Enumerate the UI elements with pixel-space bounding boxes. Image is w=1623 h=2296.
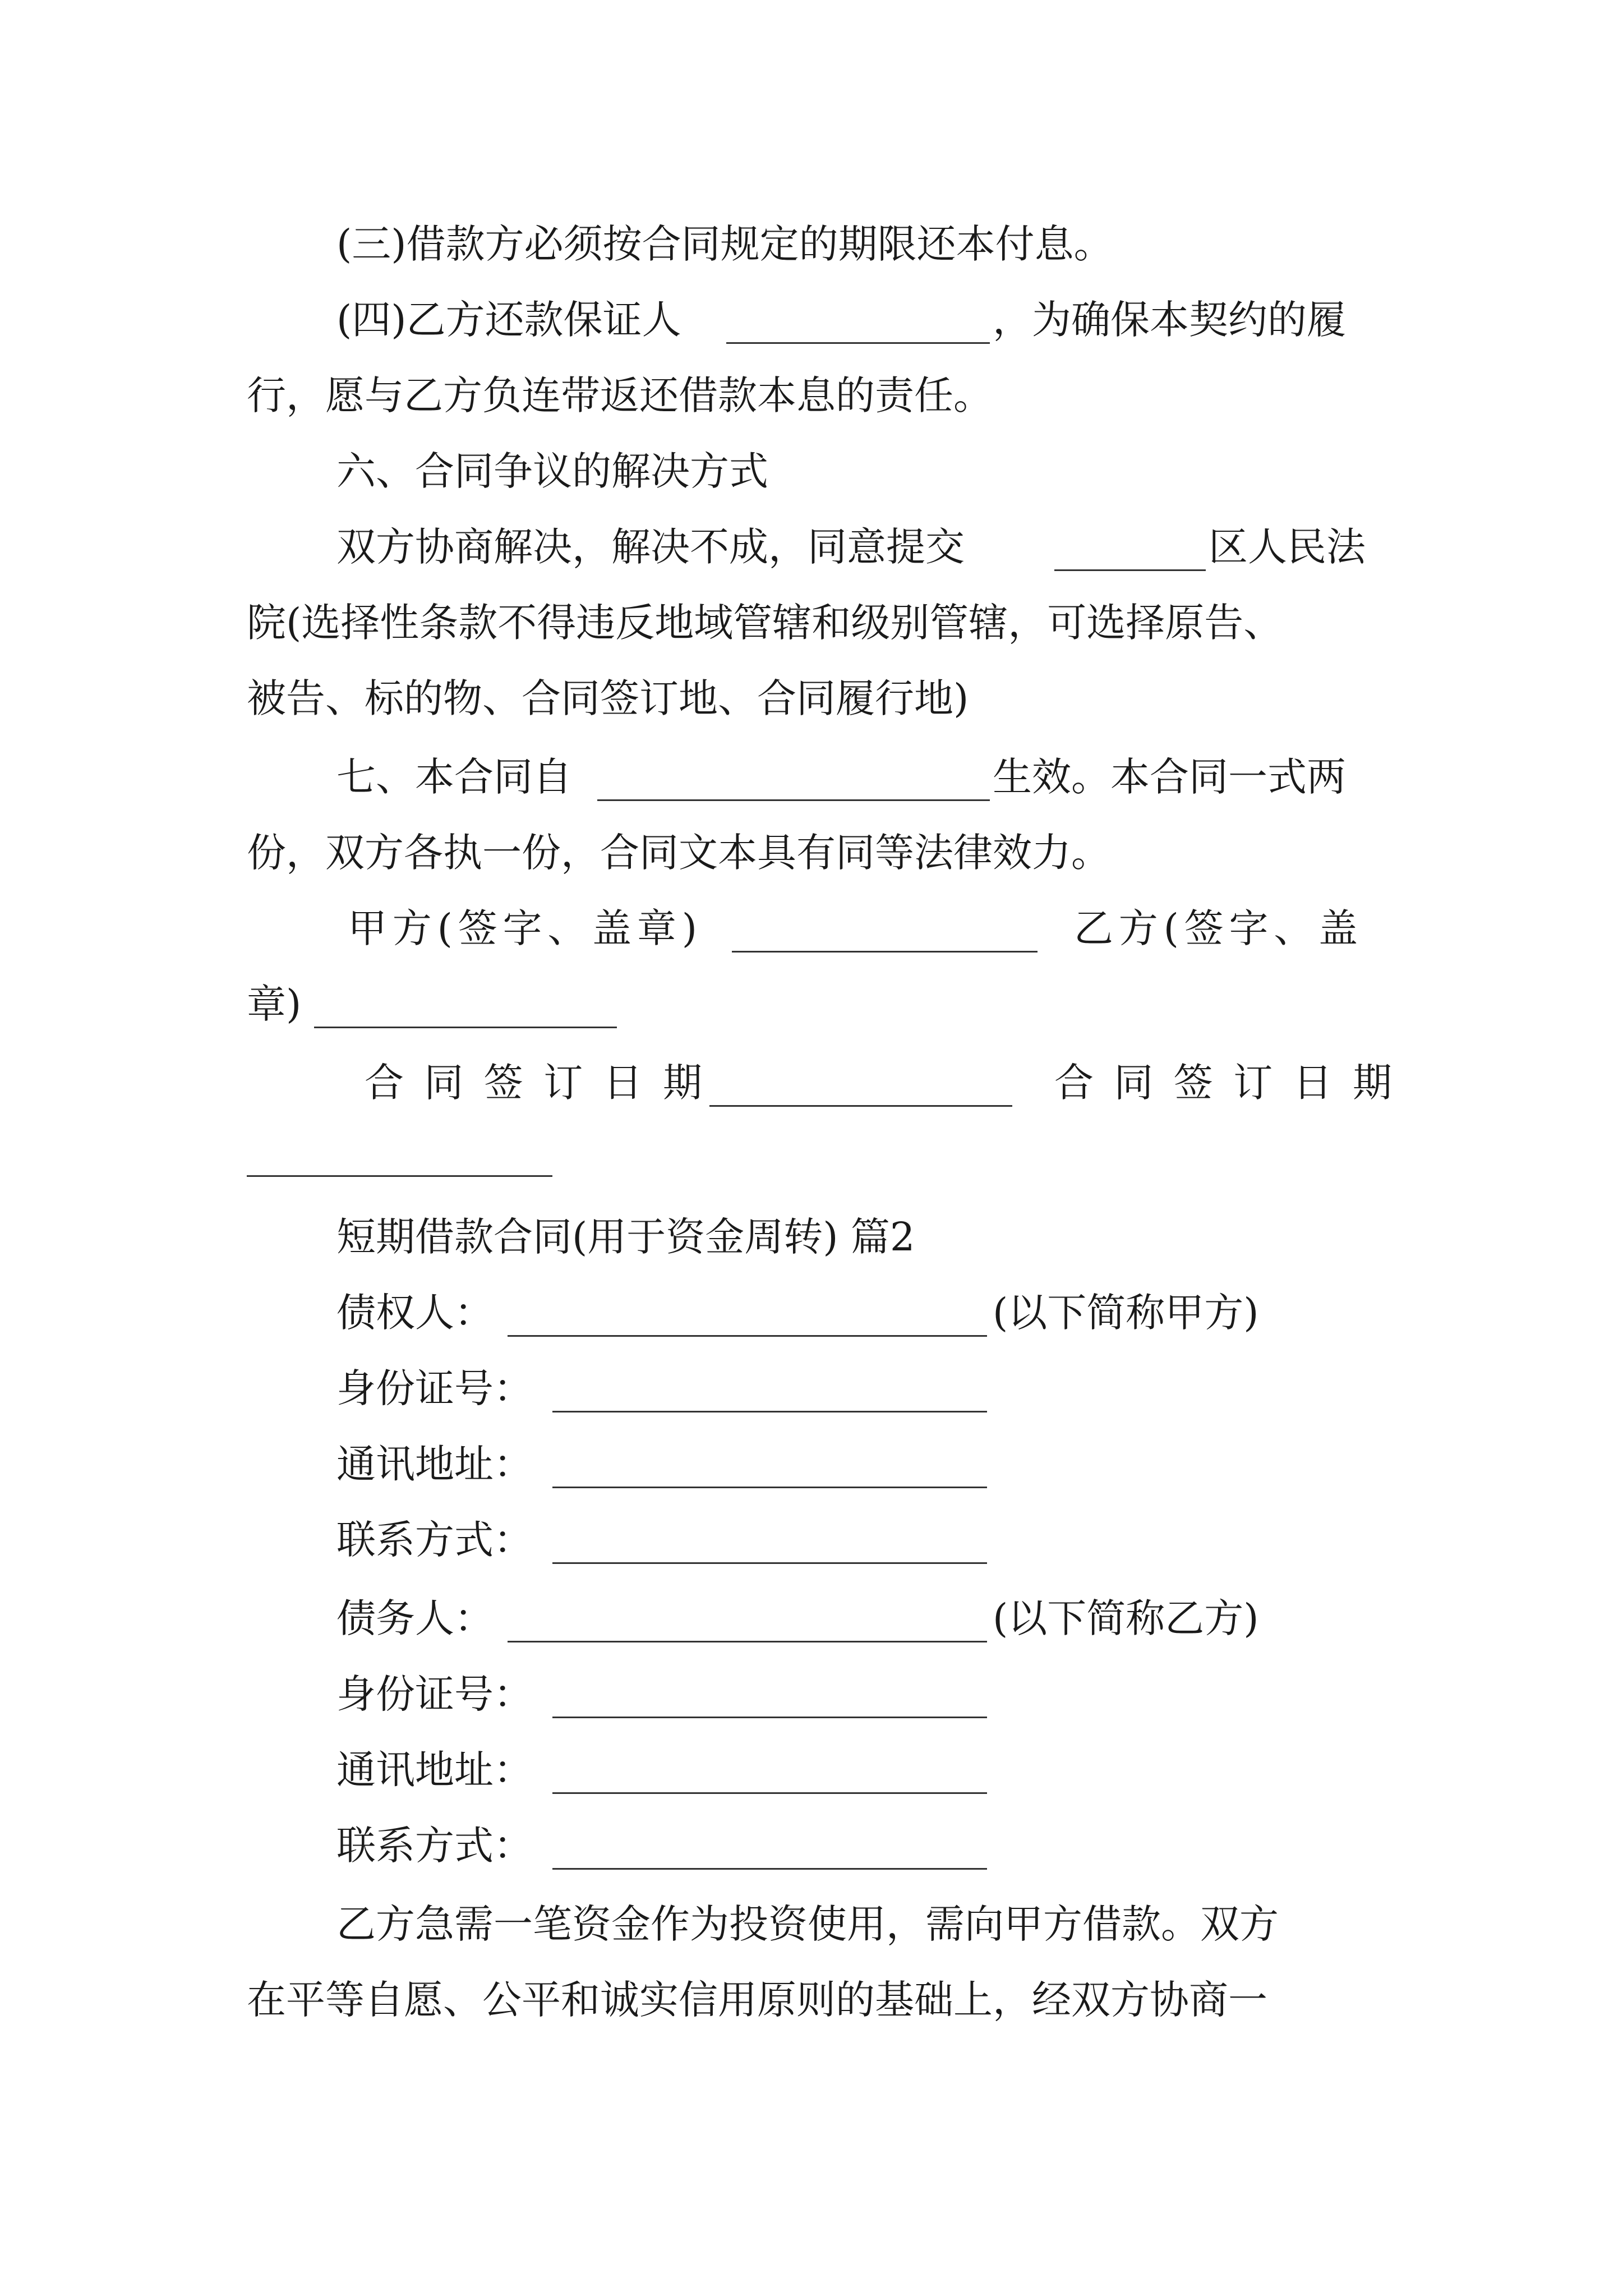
section-6-body-cont2 xyxy=(0,668,1623,729)
clause-text: (四)乙方还款保证人 xyxy=(336,297,681,343)
section-6-heading xyxy=(0,440,1623,502)
signature-line-cont xyxy=(0,973,1623,1035)
party-a-signature-label: 甲方(签字、盖章) xyxy=(348,905,703,951)
clause-text: 生效。本合同一式两 xyxy=(993,754,1346,800)
guarantor-blank[interactable] xyxy=(726,342,990,344)
intro-paragraph-cont xyxy=(0,1969,1623,2031)
clause-text: 份，双方各执一份，合同文本具有同等法律效力。 xyxy=(247,830,1110,876)
clause-5-4-cont xyxy=(0,365,1623,426)
debtor-suffix: (以下简称乙方) xyxy=(993,1595,1259,1641)
clause-text: ，为确保本契约的履 xyxy=(993,297,1346,343)
debtor-label: 债务人： xyxy=(336,1595,494,1641)
creditor-name-blank[interactable] xyxy=(508,1335,987,1337)
section-7-cont xyxy=(0,822,1623,884)
clause-text: 行，愿与乙方负连带返还借款本息的责任。 xyxy=(247,372,993,418)
signing-date-line xyxy=(0,1052,1623,1114)
party-a-date-blank[interactable] xyxy=(709,1105,1012,1107)
party-b-date-blank[interactable] xyxy=(247,1175,552,1177)
section-7 xyxy=(0,746,1623,808)
address-label: 通讯地址： xyxy=(336,1747,533,1793)
clause-text: 区人民法 xyxy=(1209,524,1366,570)
clause-5-4 xyxy=(0,289,1623,351)
clause-text: 院(选择性条款不得违反地域管辖和级别管辖，可选择原告、 xyxy=(247,600,1283,646)
creditor-row xyxy=(0,1282,1623,1343)
contact-label: 联系方式： xyxy=(336,1517,533,1563)
signature-line xyxy=(0,898,1623,959)
heading-text: 六、合同争议的解决方式 xyxy=(336,448,768,494)
debtor-address-blank[interactable] xyxy=(552,1792,987,1794)
debtor-row xyxy=(0,1588,1623,1649)
clause-5-3 xyxy=(0,213,1623,275)
creditor-suffix: (以下简称甲方) xyxy=(993,1290,1259,1336)
debtor-id-blank[interactable] xyxy=(552,1717,987,1718)
contact-label: 联系方式： xyxy=(336,1823,533,1869)
debtor-name-blank[interactable] xyxy=(508,1641,987,1642)
section-title xyxy=(0,1206,1623,1268)
effective-date-blank[interactable] xyxy=(597,799,990,801)
creditor-contact-row xyxy=(0,1509,1623,1571)
paragraph-text: 乙方急需一笔资金作为投资使用，需向甲方借款。双方 xyxy=(336,1901,1279,1947)
party-b-date-label: 合同签订日期 xyxy=(1054,1060,1413,1106)
clause-text: 章) xyxy=(247,981,302,1027)
court-district-blank[interactable] xyxy=(1054,569,1206,571)
creditor-label: 债权人： xyxy=(336,1290,494,1336)
contract-title: 短期借款合同(用于资金周转) 篇2 xyxy=(336,1214,915,1260)
debtor-address-row xyxy=(0,1739,1623,1801)
creditor-id-blank[interactable] xyxy=(552,1411,987,1412)
party-a-date-label: 合同签订日期 xyxy=(365,1060,723,1106)
signing-date-line-cont xyxy=(0,1122,1623,1184)
creditor-address-blank[interactable] xyxy=(552,1487,987,1488)
section-6-body-cont xyxy=(0,592,1623,654)
creditor-contact-blank[interactable] xyxy=(552,1562,987,1564)
party-b-signature-blank[interactable] xyxy=(314,1027,617,1028)
clause-text: 被告、标的物、合同签订地、合同履行地) xyxy=(247,675,969,721)
intro-paragraph xyxy=(0,1893,1623,1955)
debtor-contact-row xyxy=(0,1815,1623,1876)
clause-text: (三)借款方必须按合同规定的期限还本付息。 xyxy=(336,221,1113,267)
creditor-address-row xyxy=(0,1433,1623,1495)
paragraph-text: 在平等自愿、公平和诚实信用原则的基础上，经双方协商一 xyxy=(247,1977,1267,2023)
debtor-contact-blank[interactable] xyxy=(552,1868,987,1870)
id-label: 身份证号： xyxy=(336,1365,533,1411)
id-label: 身份证号： xyxy=(336,1671,533,1717)
party-b-signature-label: 乙方(签字、盖 xyxy=(1074,905,1363,951)
clause-text: 双方协商解决，解决不成，同意提交 xyxy=(336,524,965,570)
clause-text: 七、本合同自 xyxy=(336,754,572,800)
address-label: 通讯地址： xyxy=(336,1441,533,1487)
creditor-id-row xyxy=(0,1358,1623,1419)
party-a-signature-blank[interactable] xyxy=(732,951,1038,953)
section-6-body xyxy=(0,516,1623,578)
debtor-id-row xyxy=(0,1663,1623,1725)
